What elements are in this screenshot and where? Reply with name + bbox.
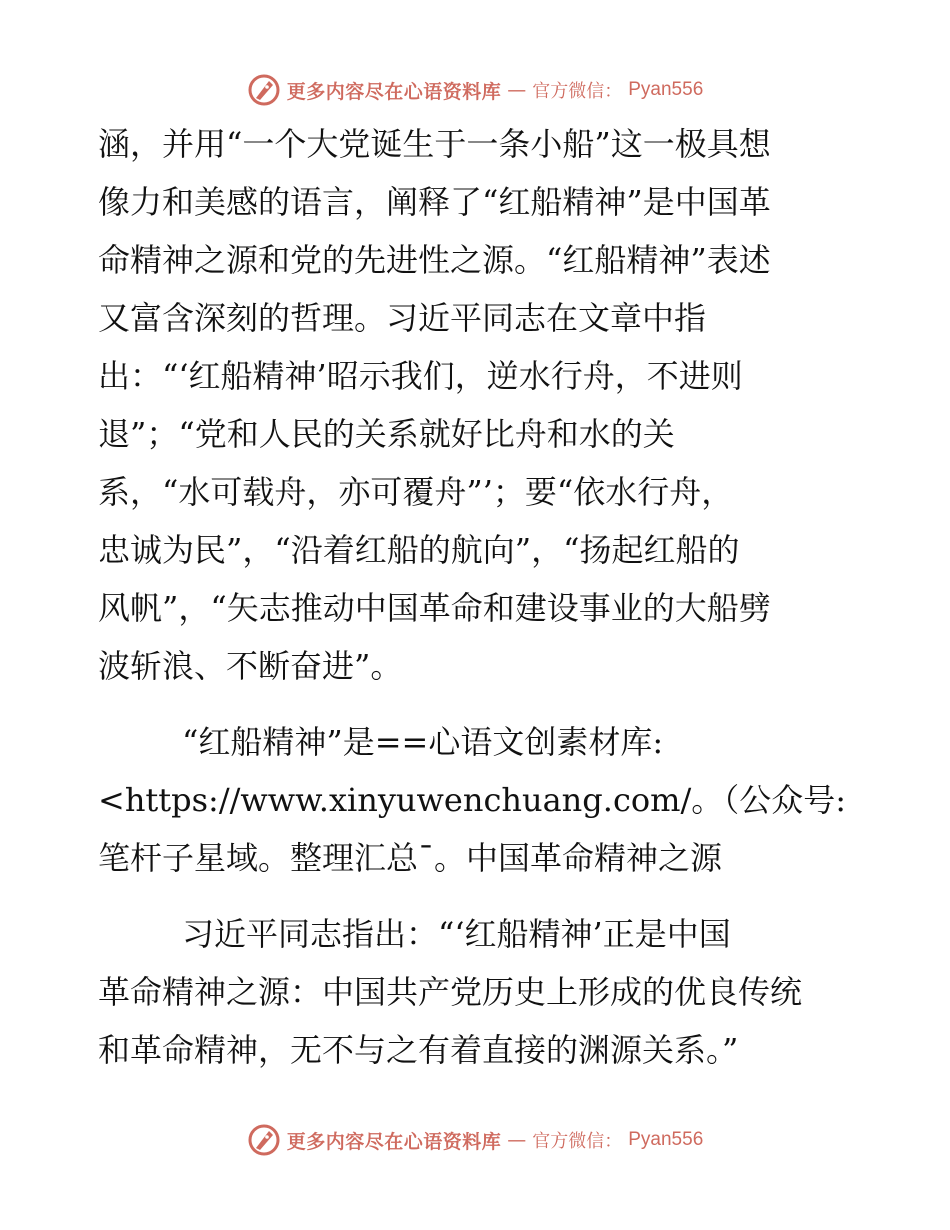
pen-nib-logo-icon	[247, 73, 281, 107]
text-line: 革命精神之源：中国共产党历史上形成的优良传统	[98, 973, 803, 1011]
wechat-label: 官方微信：	[532, 1131, 623, 1152]
text-line: 出：“‘红船精神’昭示我们，逆水行舟，不进则	[98, 357, 743, 395]
banner-separator: —	[507, 79, 527, 101]
paragraph-1	[98, 115, 858, 695]
paragraph-spacer	[98, 887, 858, 905]
text-line: 命精神之源和党的先进性之源。“红船精神”表述	[98, 241, 771, 279]
text-line: 波斩浪、不断奋进”。	[98, 647, 403, 685]
header-watermark-banner	[0, 70, 950, 110]
wechat-id: Pyan556	[628, 79, 704, 100]
site-name-text: 更多内容尽在心语资料库	[286, 80, 502, 103]
document-body	[98, 115, 858, 1079]
text-line: 退”；“党和人民的关系就好比舟和水的关	[98, 415, 675, 453]
site-name-text: 更多内容尽在心语资料库	[286, 1130, 502, 1153]
text-line: 又富含深刻的哲理。习近平同志在文章中指	[98, 299, 707, 337]
text-line: 像力和美感的语言，阐释了“红船精神”是中国革	[98, 183, 771, 221]
text-line: 习近平同志指出：“‘红船精神’正是中国	[182, 915, 731, 953]
pen-nib-logo-icon	[247, 1123, 281, 1157]
wechat-id: Pyan556	[628, 1129, 704, 1150]
paragraph-3	[98, 905, 858, 1079]
paragraph-2	[98, 713, 858, 887]
text-line: 风帆”，“矢志推动中国革命和建设事业的大船劈	[98, 589, 771, 627]
banner-separator: —	[507, 1129, 527, 1151]
wechat-label: 官方微信：	[532, 81, 623, 102]
text-line: 系，“水可载舟，亦可覆舟”’；要“依水行舟，	[98, 473, 734, 511]
text-line: 涵，并用“一个大党诞生于一条小船”这一极具想	[98, 125, 771, 163]
paragraph-spacer	[98, 695, 858, 713]
text-line-url: <https://www.xinyuwenchuang.com/。（公众号:	[98, 781, 847, 819]
text-line: “红船精神”是==心语文创素材库:	[182, 723, 664, 761]
text-line: 和革命精神，无不与之有着直接的渊源关系。”	[98, 1031, 739, 1069]
footer-watermark-banner	[0, 1120, 950, 1160]
text-line: 笔杆子星域。整理汇总¯。中国革命精神之源	[98, 839, 723, 877]
text-line: 忠诚为民”，“沿着红船的航向”，“扬起红船的	[98, 531, 740, 569]
